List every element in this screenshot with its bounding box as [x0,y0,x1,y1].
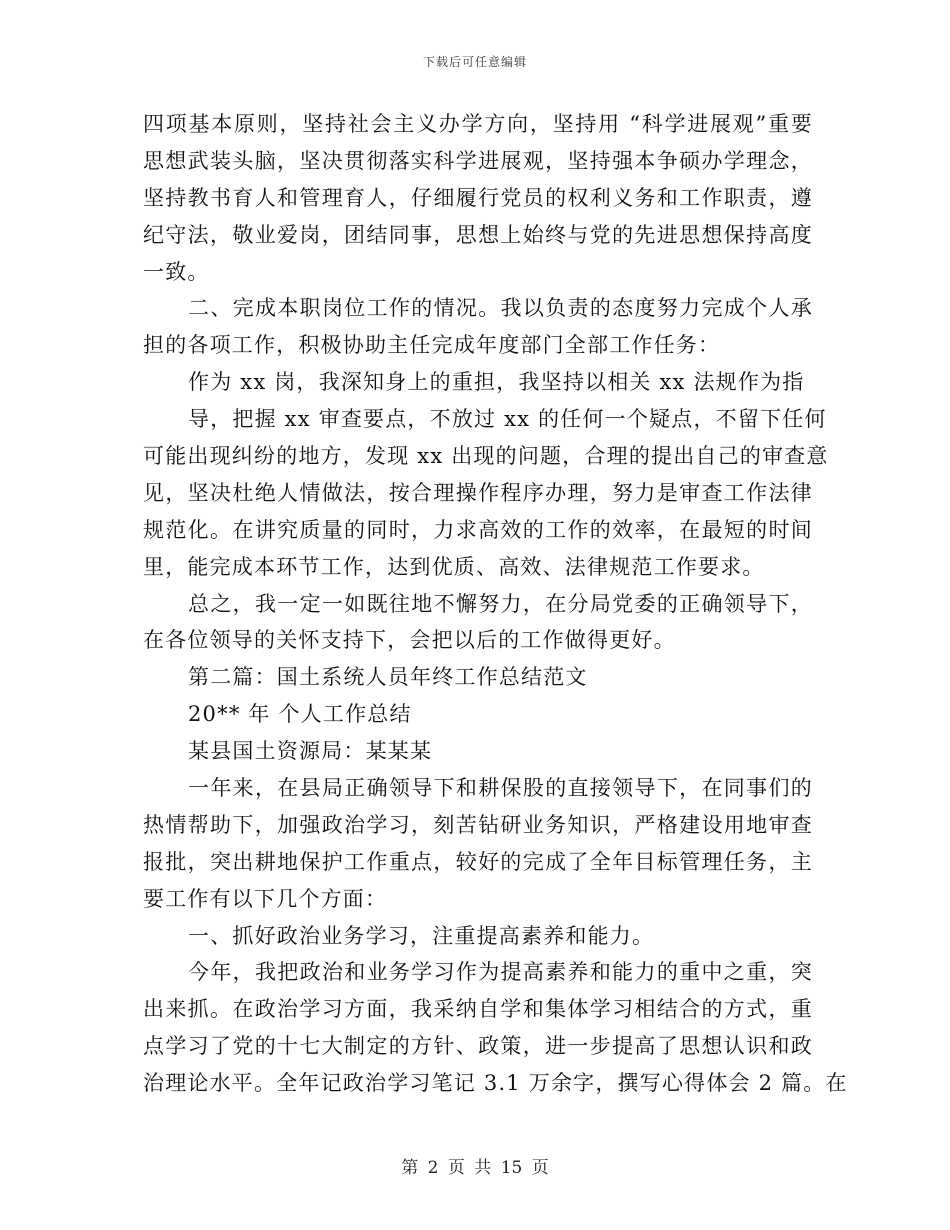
section-heading: 第二篇：国土系统人员年终工作总结范文 [188,665,588,690]
text-line: 出来抓。在政治学习方面，我采纳自学和集体学习相结合的方式，重 [143,997,813,1022]
text-line: 今年，我把政治和业务学习作为提高素养和能力的重中之重，突 [188,960,813,985]
document-body [143,106,848,1102]
author-line: 某县国土资源局：某某某 [188,739,433,764]
text-line: 治理论水平。全年记政治学习笔记 3.1 万余字，撰写心得体会 2 篇。在 [143,1071,848,1096]
text-line: 一年来，在县局正确领导下和耕保股的直接领导下，在同事们的 [188,776,813,801]
text-line: 要工作有以下几个方面： [143,886,388,911]
text-line: 报批，突出耕地保护工作重点，较好的完成了全年目标管理任务，主 [143,849,813,874]
text-line: 规范化。在讲究质量的同时，力求高效的工作的效率，在最短的时间 [143,517,813,542]
text-line: 担的各项工作，积极协助主任完成年度部门全部工作任务： [143,333,721,358]
text-line: 二、完成本职岗位工作的情况。我以负责的态度努力完成个人承 [188,296,813,321]
text-line: 点学习了党的十七大制定的方针、政策，进一步提高了思想认识和政 [143,1034,813,1059]
text-line: 见，坚决杜绝人情做法，按合理操作程序办理，努力是审查工作法律 [143,480,813,505]
text-line: 一、抓好政治业务学习，注重提高素养和能力。 [188,923,655,948]
page-header: 下载后可任意编辑 [422,55,527,69]
text-line: 坚持教书育人和管理育人，仔细履行党员的权利义务和工作职责，遵 [143,185,813,210]
text-line: 可能出现纠纷的地方，发现 xx 出现的问题，合理的提出自己的审查意 [143,444,829,469]
text-line: 思想武装头脑，坚决贯彻落实科学进展观，坚持强本争硕办学理念， [143,148,813,173]
text-line: 一致。 [143,259,210,284]
page-footer: 第 2 页 共 15 页 [401,1158,549,1178]
text-line: 热情帮助下，加强政治学习，刻苦钻研业务知识，严格建设用地审查 [143,812,813,837]
text-line: 纪守法，敬业爱岗，团结同事，思想上始终与党的先进思想保持高度 [143,222,813,247]
text-line: 导，把握 xx 审查要点，不放过 xx 的任何一个疑点，不留下任何 [188,407,827,432]
text-line: 在各位领导的关怀支持下，会把以后的工作做得更好。 [143,628,676,653]
text-line: 作为 xx 岗，我深知身上的重担，我坚持以相关 xx 法规作为指 [188,370,805,395]
text-line: 里，能完成本环节工作，达到优质、高效、法律规范工作要求。 [143,554,765,579]
text-line: 四项基本原则，坚持社会主义办学方向，坚持用 “科学进展观”重要 [143,112,813,136]
document-title: 20** 年 个人工作总结 [188,702,412,727]
text-line: 总之，我一定一如既往地不懈努力，在分局党委的正确领导下， [188,591,813,616]
